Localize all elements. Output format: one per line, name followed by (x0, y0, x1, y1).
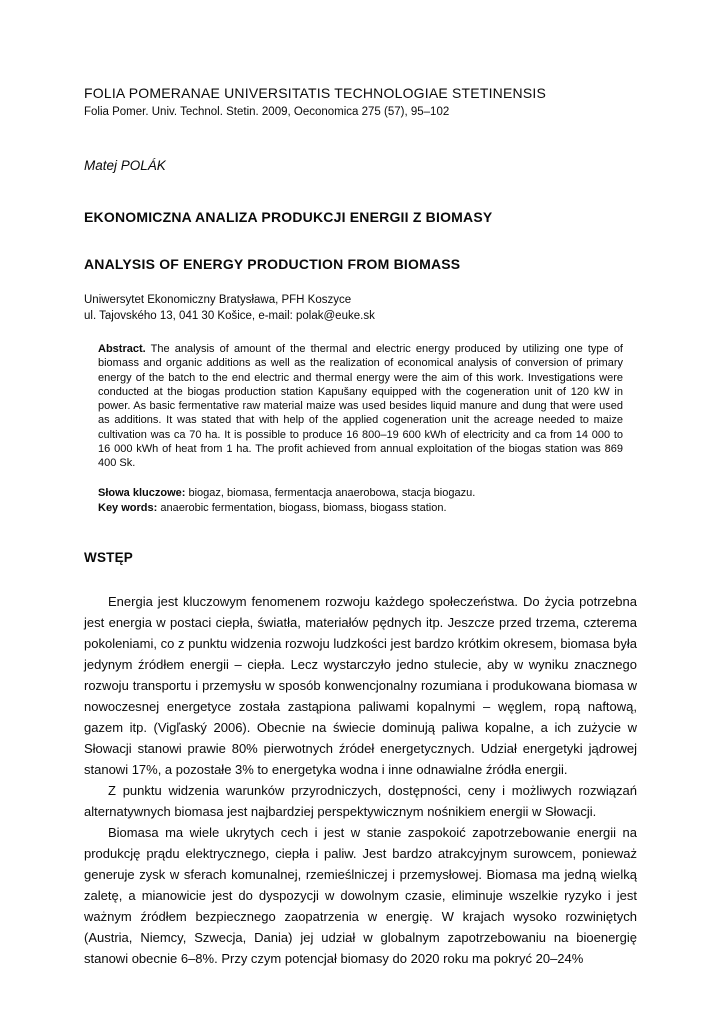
keywords-polish-label: Słowa kluczowe: (98, 486, 186, 499)
paragraph-1: Energia jest kluczowym fenomenem rozwoju każdego społeczeństwa. Do życia potrzebna jest energia w postaci ciepła, światła, materiałów pędnych itp. Jeszcze przed trzema, czterema pokoleniami, co z punktu widzenia rozwoju ludzkości jest bardzo krótkim okresem, biomasa była jedynym źródłem energii – ciepła. Lecz wystarczyło jedno stulecie, aby w wyniku znacznego rozwoju transportu i przemysłu w sposób konwencjonalny rozumiana i produkowana biomasa w nowoczesnej energetyce została zastąpiona paliwami kopalnymi – węglem, ropą naftową, gazem itp. (Vigľaský 2006). Obecnie na świecie dominują paliwa kopalne, a ich zużycie w Słowacji stanowi prawie 80% pierwotnych źródeł energetycznych. Udział energetyki jądrowej stanowi 17%, a pozostałe 3% to energetyka wodna i inne odnawialne źródła energii. (84, 593, 637, 777)
journal-title: FOLIA POMERANAE UNIVERSITATIS TECHNOLOGIAE STETINENSIS (84, 85, 546, 101)
affiliation-address-email: ul. Tajovského 13, 041 30 Košice, e-mail: polak@euke.sk (84, 309, 375, 322)
paragraph-3: Biomasa ma wiele ukrytych cech i jest w stanie zaspokoić zapotrzebowanie energii na produkcję prądu elektrycznego, ciepła i paliw. Jest bardzo atrakcyjnym surowcem, ponieważ generuje zysk w sferach komunalnej, rzemieślniczej i przemysłowej. Biomasa ma jedną wielką zaletę, a mianowicie jest do dyspozycji w dowolnym czasie, eliminuje wszelkie ryzyko i jest ważnym źródłem bezpiecznego zaopatrzenia w energię. W krajach wysoko rozwiniętych (Austria, Niemcy, Szwecja, Dania) jej udział w globalnym zapotrzebowaniu na bioenergię stanowi obecnie 6–8%. Przy czym potencjał biomasy do 2020 roku ma pokryć 20–24% (84, 824, 637, 966)
paragraph-2: Z punktu widzenia warunków przyrodniczych, dostępności, ceny i możliwych rozwiązań alternatywnych biomasa jest najbardziej perspektywicznym nośnikiem energii w Słowacji. (84, 782, 637, 819)
article-title-polish: EKONOMICZNA ANALIZA PRODUKCJI ENERGII Z BIOMASY (84, 209, 493, 225)
abstract-block (98, 342, 623, 471)
keywords-block (98, 486, 623, 517)
section-heading-wstep: WSTĘP (84, 549, 134, 565)
affiliation-institution: Uniwersytet Ekonomiczny Bratysława, PFH Koszyce (84, 294, 352, 306)
affiliation (84, 293, 637, 324)
author-name: Matej POLÁK (84, 158, 166, 173)
keywords-polish-text: biogaz, biomasa, fermentacja anaerobowa, stacja biogazu. (185, 486, 476, 499)
keywords-polish (98, 486, 623, 502)
text-block (84, 84, 637, 969)
keywords-english-text: anaerobic fermentation, biogass, biomass, biogass station. (157, 502, 447, 515)
journal-masthead (84, 84, 637, 121)
introduction-body (84, 591, 637, 969)
keywords-english-label: Key words: (98, 502, 158, 515)
abstract-text: The analysis of amount of the thermal and electric energy produced by utilizing one type of biomass and organic additions as well as the realization of economical analysis of conversion of primary energy of the batch to the end electric and thermal energy were the aim of this work. Investigations were conducted at the biogas production station Kapušany equipped with the cogeneration unit of 120 kW in power. As basic fermentative raw material maize was used besides liquid manure and dung that were used as additions. It was stated that with help of the applied cogeneration unit the acreage needed to maize cultivation was ca 70 ha. It is possible to produce 16 800–19 600 kWh of electricity and ca from 14 000 to 16 000 kWh of heat from 1 ha. The profit achieved from annual exploitation of the biogas station was 869 400 Sk. (98, 343, 623, 470)
abstract-label: Abstract. (98, 343, 146, 355)
keywords-english (98, 501, 623, 517)
article-title-english: ANALYSIS OF ENERGY PRODUCTION FROM BIOMASS (84, 256, 461, 272)
journal-citation: Folia Pomer. Univ. Technol. Stetin. 2009, Oeconomica 275 (57), 95–102 (84, 106, 450, 118)
